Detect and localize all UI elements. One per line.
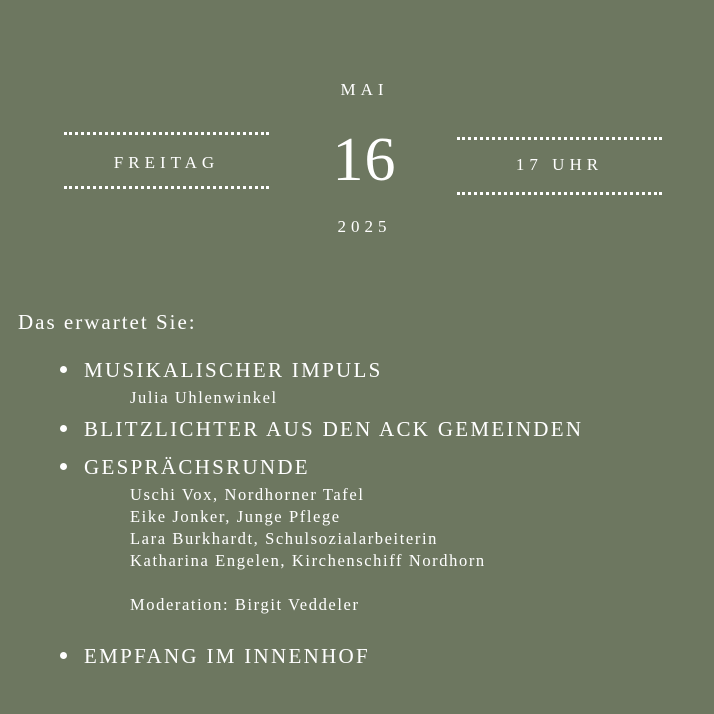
agenda-item-empfang xyxy=(60,642,710,670)
divider-right-top xyxy=(457,137,662,140)
agenda-item-moderation: Moderation: Birgit Veddeler xyxy=(130,595,360,614)
date-year: 2025 xyxy=(337,217,392,236)
bullet-icon xyxy=(60,652,67,659)
agenda-item-musikalischer-impuls xyxy=(60,356,710,409)
agenda-item-detail: Uschi Vox, Nordhorner Tafel xyxy=(130,485,365,504)
date-month: MAI xyxy=(340,80,389,99)
divider-right-bottom xyxy=(457,192,662,195)
agenda-item-detail: Julia Uhlenwinkel xyxy=(130,388,278,407)
agenda-intro: Das erwartet Sie: xyxy=(18,310,197,334)
bullet-icon xyxy=(60,463,67,470)
agenda-item-blitzlichter xyxy=(60,415,710,443)
date-time: 17 UHR xyxy=(515,155,604,174)
agenda-item-gespraechsrunde xyxy=(60,453,710,616)
agenda-list xyxy=(60,356,710,670)
agenda-item-title: GESPRÄCHSRUNDE xyxy=(84,455,310,479)
bullet-icon xyxy=(60,366,67,373)
agenda-item-detail: Lara Burkhardt, Schulsozialarbeiterin xyxy=(130,529,438,548)
agenda-item-detail: Eike Jonker, Junge Pflege xyxy=(130,507,341,526)
agenda-item-detail: Katharina Engelen, Kirchenschiff Nordhorn xyxy=(130,551,486,570)
agenda-item-title: BLITZLICHTER AUS DEN ACK GEMEINDEN xyxy=(84,417,584,441)
bullet-icon xyxy=(60,425,67,432)
agenda-item-title: EMPFANG IM INNENHOF xyxy=(84,644,370,668)
agenda-item-title: MUSIKALISCHER IMPULS xyxy=(84,358,383,382)
date-day: 16 xyxy=(332,126,397,194)
date-weekday: FREITAG xyxy=(113,153,220,172)
